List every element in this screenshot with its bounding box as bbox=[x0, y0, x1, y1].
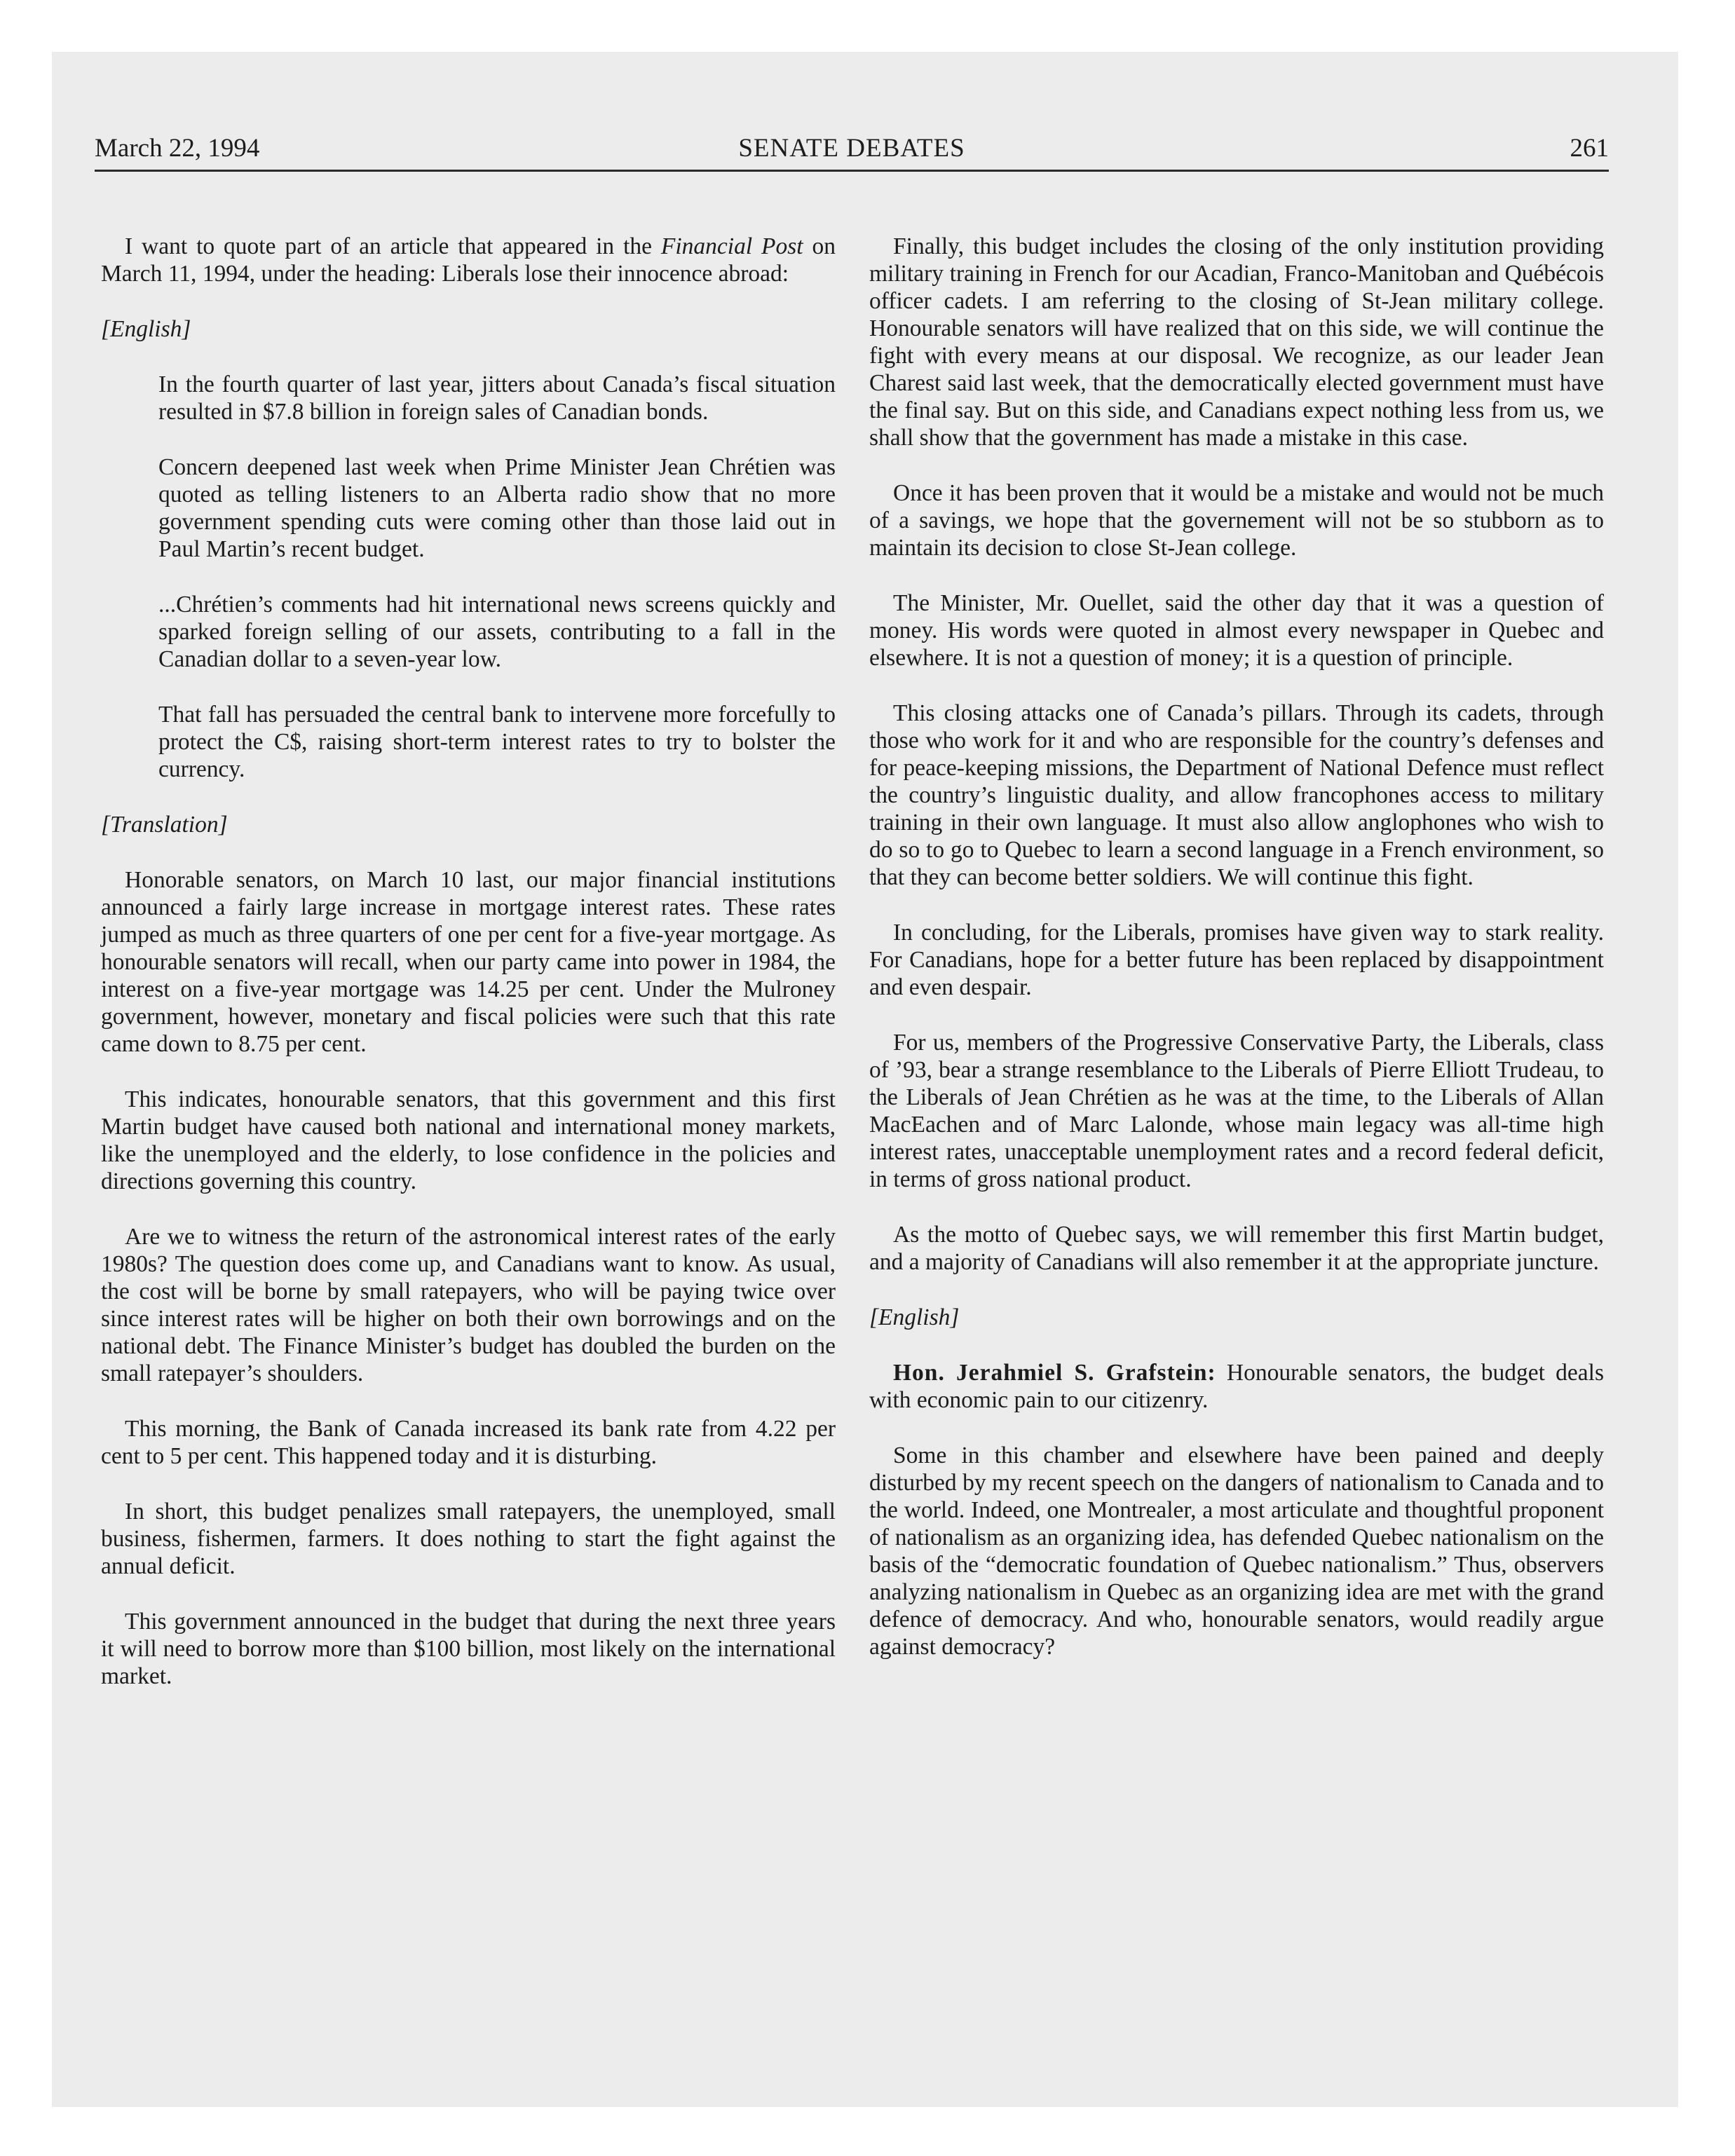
paragraph: As the motto of Quebec says, we will remember this first Martin budget, and a majority of Canadians will also remember it at the appropriate juncture. bbox=[869, 1222, 1604, 1275]
block-quote: In the fourth quarter of last year, jitters about Canada’s fiscal situation resulted in $7.8 billion in foreign sales of Canadian bonds. bbox=[158, 371, 836, 425]
paragraph: This indicates, honourable senators, that this government and this first Martin budget have caused both national and international money markets, like the unemployed and the elderly, to lose confidence in the policies and directions governing this country. bbox=[101, 1086, 836, 1194]
language-marker: [English] bbox=[101, 316, 191, 342]
header-title: SENATE DEBATES bbox=[738, 134, 965, 163]
paragraph: Finally, this budget includes the closing of the only institution providing military training in French for our Acadian, Franco-Manitoban and Québécois officer cadets. I am referring to the closing of St-Jean military college. Honourable senators will have realized that on this side, we will continue the fight with every means at our disposal. We recognize, as our leader Jean Charest said last week, that the democratically elected government must have the final say. But on this side, and Canadians expect nothing less from us, we shall show that the government has made a mistake in this case. bbox=[869, 233, 1604, 451]
paragraph: The Minister, Mr. Ouellet, said the other day that it was a question of money. His words were quoted in almost every newspaper in Quebec and elsewhere. It is not a question of money; it is a question of principle. bbox=[869, 590, 1604, 671]
block-quote: Concern deepened last week when Prime Minister Jean Chrétien was quoted as telling listeners to an Alberta radio show that no more government spending cuts were coming other than those laid out in Paul Martin’s recent budget. bbox=[158, 454, 836, 562]
paragraph: In concluding, for the Liberals, promises have given way to stark reality. For Canadians, hope for a better future has been replaced by disappointment and even despair. bbox=[869, 920, 1604, 1000]
paragraph: In short, this budget penalizes small ratepayers, the unemployed, small business, fishermen, farmers. It does nothing to start the fight against the annual deficit. bbox=[101, 1499, 836, 1579]
paragraph: Some in this chamber and elsewhere have been pained and deeply disturbed by my recent speech on the dangers of nationalism to Canada and to the world. Indeed, one Montrealer, a most articulate and thoughtful proponent of nationalism as an organizing idea, has defended Quebec nationalism on the basis of the “democratic foundation of Quebec nationalism.” Thus, observers analyzing nationalism in Quebec as an organizing idea are met with the grand defence of democracy. And who, honourable senators, would readily argue against democracy? bbox=[869, 1442, 1604, 1660]
language-marker: [English] bbox=[869, 1304, 960, 1330]
block-quote: That fall has persuaded the central bank to intervene more forcefully to protect the C$, raising short-term interest rates to try to bolster the currency. bbox=[158, 702, 836, 782]
speaker-name: Hon. Jerahmiel S. Grafstein: bbox=[893, 1360, 1216, 1386]
paragraph: For us, members of the Progressive Conservative Party, the Liberals, class of ’93, bear a strange resemblance to the Liberals of Pierre Elliott Trudeau, to the Liberals of Jean Chrétien as he was at the time, to the Liberals of Allan MacEachen and of Marc Lalonde, whose main legacy was all-time high interest rates, unacceptable unemployment rates and a record federal deficit, in terms of gross national product. bbox=[869, 1030, 1604, 1192]
paragraph: This government announced in the budget that during the next three years it will need to borrow more than $100 billion, most likely on the international market. bbox=[101, 1609, 836, 1689]
block-quote: ...Chrétien’s comments had hit international news screens quickly and sparked foreign selling of our assets, contributing to a fall in the Canadian dollar to a seven-year low. bbox=[158, 592, 836, 672]
language-marker: [Translation] bbox=[101, 812, 228, 838]
header-date: March 22, 1994 bbox=[95, 134, 260, 163]
publication-title: Financial Post bbox=[660, 233, 803, 259]
paragraph: Once it has been proven that it would be a mistake and would not be much of a savings, we hope that the governement will not be so stubborn as to maintain its decision to close St-Jean college. bbox=[869, 480, 1604, 561]
paragraph: Are we to witness the return of the astronomical interest rates of the early 1980s? The question does come up, and Canadians want to know. As usual, the cost will be borne by small ratepayers, who will be paying twice over since interest rates will be higher on both their own borrowings and on the national debt. The Finance Minister’s budget has doubled the burden on the small ratepayer’s shoulders. bbox=[101, 1224, 836, 1386]
paragraph: This morning, the Bank of Canada increased its bank rate from 4.22 per cent to 5 per cent. This happened today and it is disturbing. bbox=[101, 1416, 836, 1469]
paragraph: I want to quote part of an article that appeared in the Financial Post on March 11, 1994, under the heading: Liberals lose their innocence abroad: bbox=[101, 233, 836, 287]
right-column bbox=[869, 233, 1604, 1660]
paragraph: This closing attacks one of Canada’s pillars. Through its cadets, through those who work for it and who are responsible for the country’s defenses and for peace-keeping missions, the Department of National Defence must reflect the country’s linguistic duality, and allow francophones access to military training in their own language. It must also allow anglophones who wish to do so to go to Quebec to learn a second language in a French environment, so that they can become better soldiers. We will continue this fight. bbox=[869, 700, 1604, 890]
paragraph: Honorable senators, on March 10 last, our major financial institutions announced a fairly large increase in mortgage interest rates. These rates jumped as much as three quarters of one per cent for a five-year mortgage. As honourable senators will recall, when our party came into power in 1984, the interest on a five-year mortgage was 14.25 per cent. Under the Mulroney government, however, monetary and fiscal policies were such that this rate came down to 8.75 per cent. bbox=[101, 867, 836, 1057]
speaker-paragraph: Hon. Jerahmiel S. Grafstein: Honourable senators, the budget deals with economic pain to our citizenry. bbox=[869, 1360, 1604, 1413]
page-number: 261 bbox=[1570, 134, 1609, 163]
page-header bbox=[95, 132, 1609, 172]
left-column bbox=[101, 233, 836, 1690]
